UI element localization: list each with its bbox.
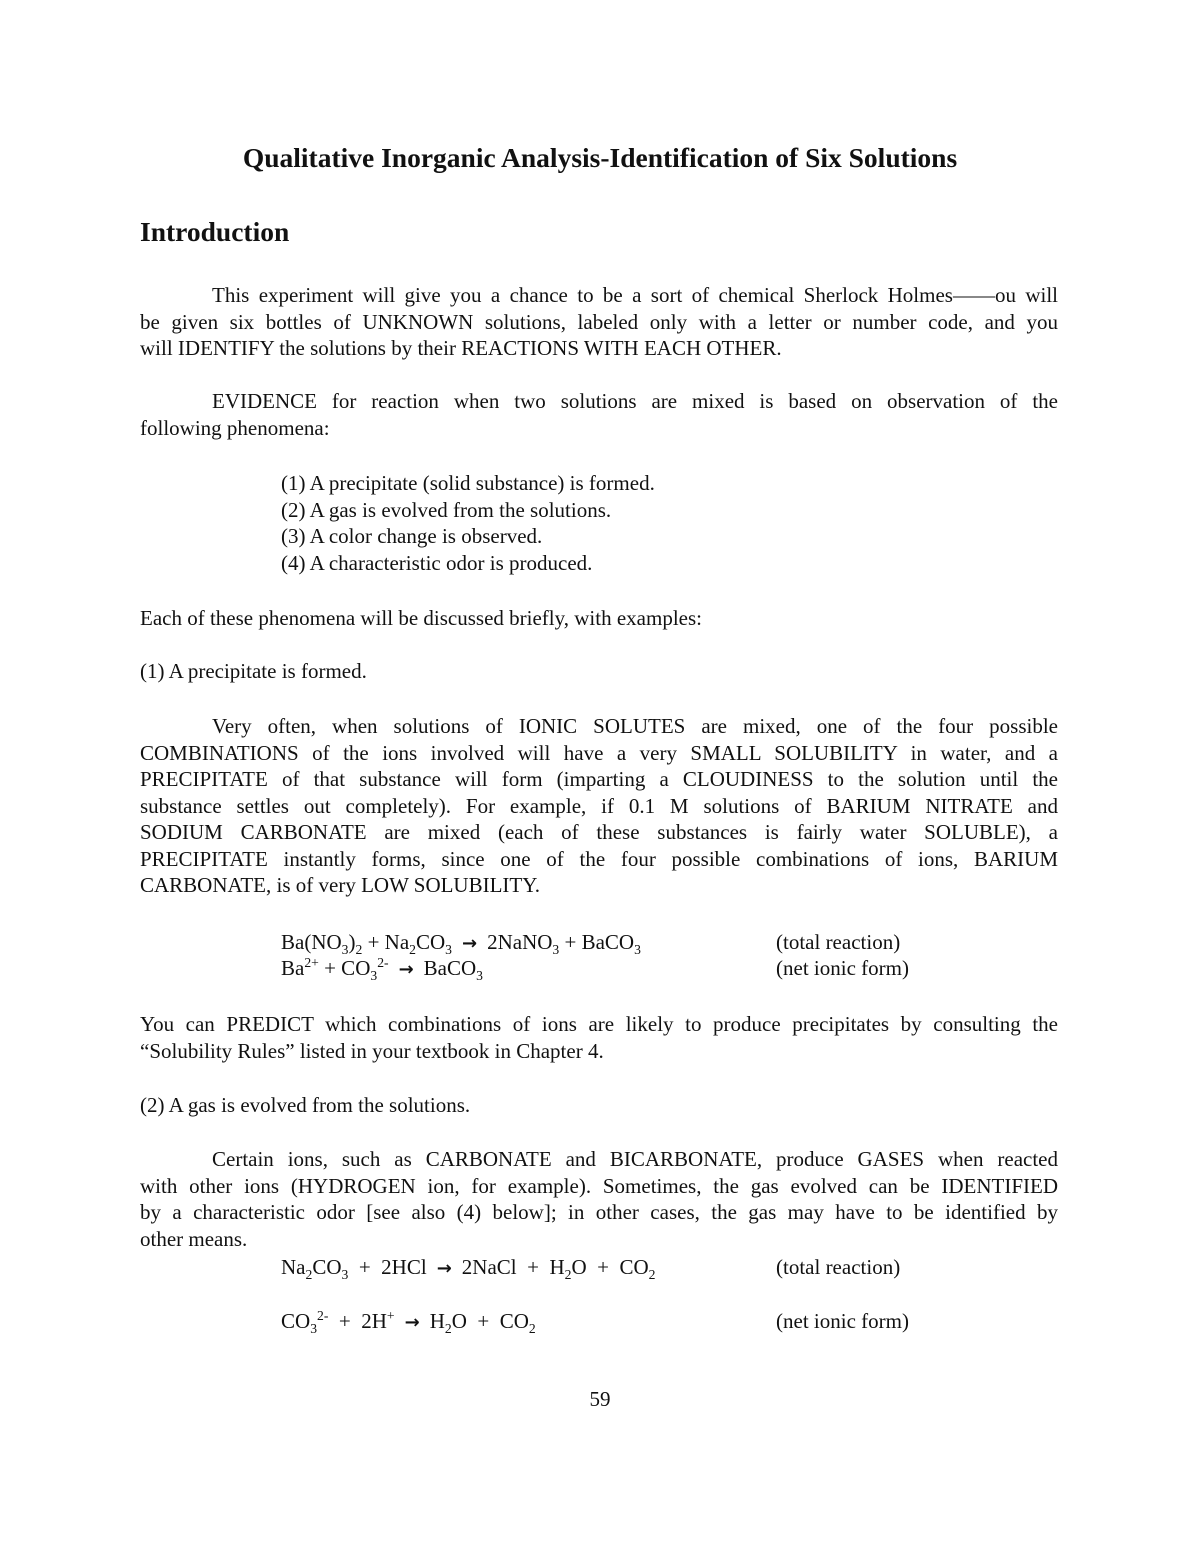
- evidence-line: EVIDENCE for reaction when two solutions are mixed is based on observation of the: [212, 389, 1058, 413]
- list-item: (2) A gas is evolved from the solutions.: [281, 497, 612, 522]
- precipitate-line: PRECIPITATE instantly forms, since one of the four possible combinations of ions, BARIUM: [140, 846, 1058, 871]
- arrow-icon: →: [404, 1312, 420, 1333]
- arrow-icon: →: [398, 959, 414, 980]
- each-sentence: Each of these phenomena will be discussed briefly, with examples:: [140, 606, 702, 630]
- phenomena-list: [281, 470, 655, 576]
- gas-line: by a characteristic odor [see also (4) below]; in other cases, the gas may have to be identified by: [140, 1200, 1058, 1224]
- list-item: (3) A color change is observed.: [281, 524, 543, 548]
- intro-line: be given six bottles of UNKNOWN solutions, labeled only with a letter or number code, and you: [140, 309, 1058, 334]
- intro-line: will IDENTIFY the solutions by their REACTIONS WITH EACH OTHER.: [140, 336, 782, 360]
- equation-label: (net ionic form): [776, 1309, 909, 1333]
- document-title: Qualitative Inorganic Analysis-Identification of Six Solutions: [242, 142, 958, 173]
- precipitate-heading: (1) A precipitate is formed.: [140, 659, 367, 683]
- equation-net-gas: $CO_3^{2-} + 2H^+ \to H_2O + CO_2$: [281, 1308, 536, 1337]
- arrow-icon: →: [462, 933, 478, 954]
- equation-label: (total reaction): [776, 1255, 901, 1279]
- precipitate-paragraph: [140, 713, 1058, 899]
- precipitate-line: Very often, when solutions of IONIC SOLUTES are mixed, one of the four possible: [212, 714, 1058, 738]
- list-item: (1) A precipitate (solid substance) is formed.: [281, 471, 655, 495]
- equation-total-gas: $Na_2CO_3 + 2HCl$ → 2NaCl + $H_2O + CO_2$: [281, 1255, 656, 1283]
- precipitate-line: COMBINATIONS of the ions involved will have a very SMALL SOLUBILITY in water, and a: [140, 740, 1058, 765]
- predict-line: “Solubility Rules” listed in your textbook in Chapter 4.: [140, 1038, 604, 1063]
- intro-line: This experiment will give you a chance to be a sort of chemical Sherlock Holmes——ou will: [212, 283, 1058, 307]
- precipitate-line: CARBONATE, is of very LOW SOLUBILITY.: [140, 873, 540, 897]
- arrow-icon: →: [436, 1258, 452, 1279]
- predict-line: You can PREDICT which combinations of ions are likely to produce precipitates by consulting the: [140, 1012, 1058, 1036]
- gas-line: Certain ions, such as CARBONATE and BICARBONATE, produce GASES when reacted: [212, 1147, 1058, 1171]
- intro-paragraph: [140, 282, 1058, 362]
- equation-label: (total reaction): [776, 930, 901, 954]
- evidence-line: following phenomena:: [140, 415, 330, 440]
- gas-line: other means.: [140, 1226, 248, 1251]
- equation-total-precipitate: $Ba(NO_3)_2 + Na_2CO_3$ → 2NaNO$_3$ + BaCO$_3$: [281, 930, 641, 958]
- gas-heading: (2) A gas is evolved from the solutions.: [140, 1093, 471, 1117]
- equation-label: (net ionic form): [776, 956, 909, 980]
- gas-paragraph: [140, 1146, 1058, 1252]
- precipitate-line: substance settles out completely). For example, if 0.1 M solutions of BARIUM NITRATE and: [140, 793, 1058, 818]
- gas-line: with other ions (HYDROGEN ion, for example). Sometimes, the gas evolved can be IDENTIFIED: [140, 1173, 1058, 1198]
- page-number: 59: [589, 1387, 611, 1411]
- list-item: (4) A characteristic odor is produced.: [281, 550, 593, 575]
- precipitate-line: PRECIPITATE of that substance will form (imparting a CLOUDINESS to the solution until the: [140, 767, 1058, 791]
- precipitate-line: SODIUM CARBONATE are mixed (each of these substances is fairly water SOLUBLE), a: [140, 820, 1058, 844]
- evidence-paragraph: [140, 388, 1058, 441]
- section-heading: Introduction: [140, 216, 290, 247]
- equation-net-precipitate: $Ba^{2+} + CO_3^{2-}$ → BaCO$_3$: [281, 955, 483, 984]
- predict-paragraph: [140, 1011, 1058, 1064]
